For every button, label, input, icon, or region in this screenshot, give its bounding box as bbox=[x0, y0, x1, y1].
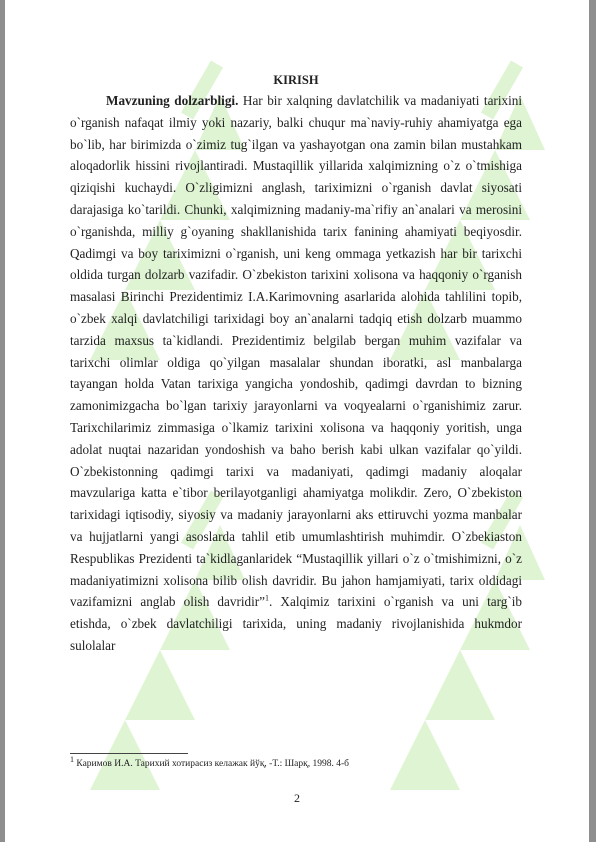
footnote bbox=[70, 754, 520, 770]
document-body bbox=[70, 70, 522, 657]
footnote-number: 1 bbox=[70, 754, 74, 764]
page-number: 2 bbox=[294, 791, 300, 805]
document-page bbox=[5, 0, 589, 842]
footnote-text: Каримов И.А. Тарихий хотирасиз келажак йўқ, -Т.: Шарқ, 1998. 4-б bbox=[74, 759, 349, 769]
body-paragraph bbox=[70, 90, 522, 657]
section-title: KIRISH bbox=[273, 73, 319, 87]
paragraph-text: Har bir xalqning davlatchilik va madaniyati tarixini o`rganish nafaqat ilmiy yoki nazariy, balki chuqur ma`naviy-ruhiy ahamiyatga ega bo`lib, har birimizda o`zimiz tug`ilgan va yashayotgan ona zamin bilan mustahkam aloqadorlik hissini rivojlantiradi. Mustaqillik yillarida xalqimizning o`z o`tmishiga qiziqishi kuchaydi. O`zligimizni anglash, tariximizni o`rganish davlat siyosati darajasiga ko`tarildi. Chunki, xalqimizning madaniy-ma`rifiy an`analari va merosini o`rganishda, milliy g`oyaning shakllanishida tarix fanining ahamiyati beqiyosdir. Qadimgi va boy tariximizni o`rganish, uni keng ommaga yetkazish har bir tarixchi oldida turgan dolzarb vazifadir. O`zbekiston tarixini xolisona va haqqoniy o`rganish masalasi Birinchi Prezidentimiz I.A.Karimovning asarlarida alohida tahlilini topib, o`zbek xalqi davlatchiligi tarixidagi boy an`analarni tadqiq etish dolzarb muammo tarzida maxsus ta`kidlandi. Prezidentimiz belgilab bergan muhim vazifalar va tarixchi olimlar oldiga qo`yilgan masalalar shundan iboratki, asl manbalarga tayangan holda Vatan tarixiga yangicha yondoshib, qadimgi davrdan to bizning zamonimizgacha bo`lgan tarixiy jarayonlarni va voqyealarni o`rganishimiz zarur. Tarixchilarimiz zimmasiga o`lkamiz tarixini xolisona va haqqoniy yoritish, unga adolat nuqtai nazaridan yondoshish va baho berish kabi ulkan vazifalar qo`yildi. O`zbekistonning qadimgi tarixi va madaniyati, qadimgi madaniy aloqalar mavzulariga katta e`tibor berilayotganligi ahamiyatga molikdir. Zero, O`zbekiston tarixidagi iqtisodiy, siyosiy va madaniy jarayonlarni aks ettiruvchi yozma manbalar va hujjatlarni yangi asoslarda tahlil etib umumlashtirish muhimdir. O`zbekiaston Respublikas Prezidenti ta`kidlaganlaridek “Mustaqillik yillari o`z o`tmishimizni, o`z madaniyatimizni xolisona bilib olish davridir. Bu jahon hamjamiyati, tarix oldidagi vazifamizni anglab olish davridir” bbox=[70, 93, 523, 610]
lead-heading: Mavzuning dolzarbligi. bbox=[106, 93, 239, 108]
footnote-marker[interactable]: 1 bbox=[265, 593, 270, 603]
footnote-separator bbox=[70, 753, 188, 754]
paragraph-tail-text: . Xalqimiz tarixini o`rganish va uni targ`ib etishda, o`zbek davlatchiligi tarixida, uning madaniy rivojlanishida hukmdor sulolalar bbox=[70, 594, 522, 653]
